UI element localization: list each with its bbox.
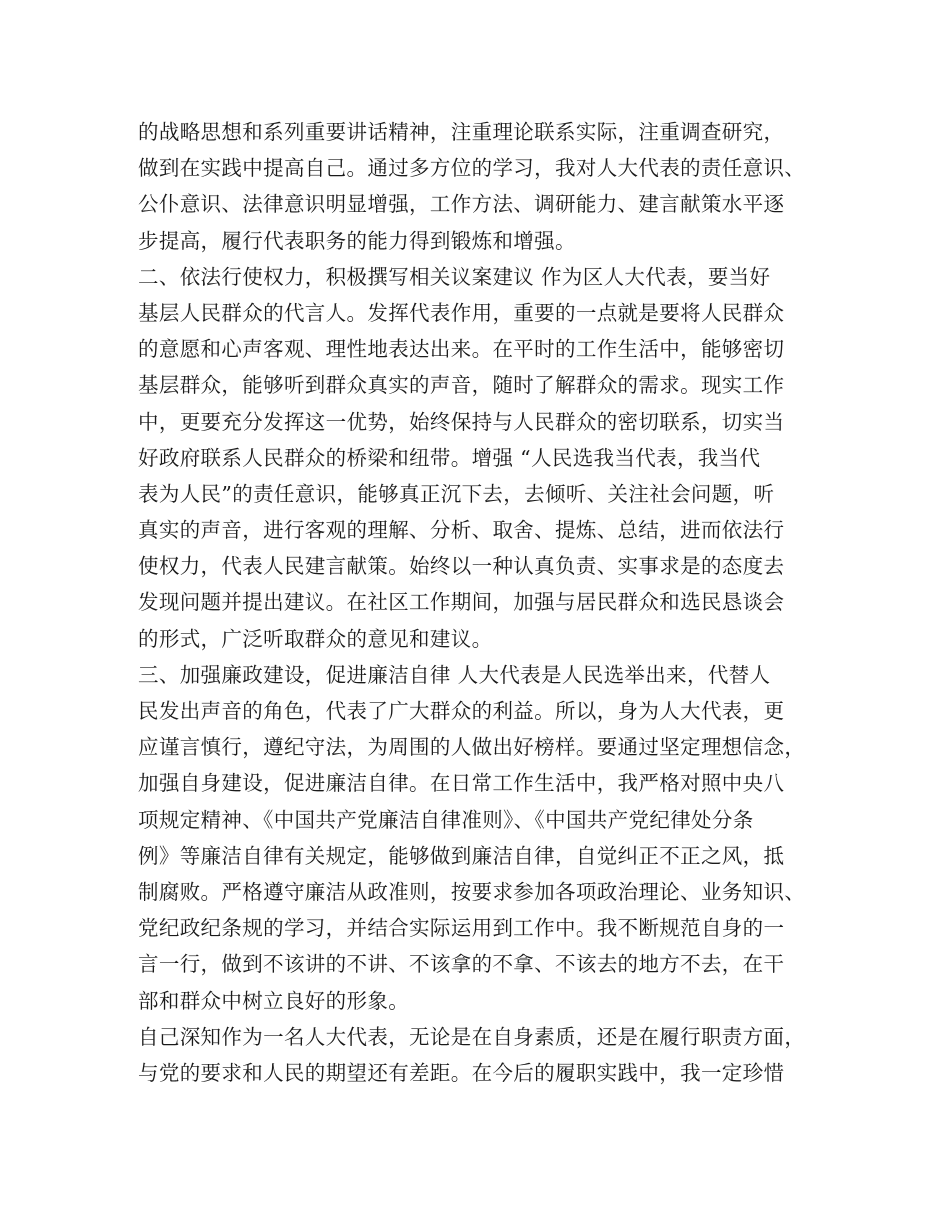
text-line: 基层人民群众的代言人。发挥代表作用，重要的一点就是要将人民群众 <box>138 300 785 325</box>
text-line: 民发出声音的角色，代表了广大群众的利益。所以，身为人大代表，更 <box>138 699 785 723</box>
body-text <box>138 114 828 1091</box>
text-line: 党纪政纪条规的学习，并结合实际运用到工作中。我不断规范自身的一 <box>138 916 785 941</box>
text-line: 制腐败。严格遵守廉洁从政准则，按要求参加各项政治理论、业务知识、 <box>138 879 806 904</box>
text-line: 加强自身建设，促进廉洁自律。在日常工作生活中，我严格对照中央八 <box>138 771 785 796</box>
text-line: 的战略思想和系列重要讲话精神，注重理论联系实际，注重调查研究， <box>138 120 785 144</box>
text-line: 使权力，代表人民建言献策。始终以一种认真负责、实事求是的态度去 <box>138 554 785 579</box>
section-two-heading-line: 二、依法行使权力，积极撰写相关议案建议 作为区人大代表，要当好 <box>138 264 771 289</box>
text-line: 表为人民”的责任意识，能够真正沉下去，去倾听、关注社会问题，听 <box>138 481 775 506</box>
text-line: 好政府联系人民群众的桥梁和纽带。增强 “人民选我当代表，我当代 <box>138 445 761 470</box>
text-line: 公仆意识、法律意识明显增强，工作方法、调研能力、建言献策水平逐 <box>138 192 785 217</box>
text-line: 与党的要求和人民的期望还有差距。在今后的履职实践中，我一定珍惜 <box>138 1060 785 1085</box>
text-line: 的意愿和心声客观、理性地表达出来。在平时的工作生活中，能够密切 <box>138 337 785 362</box>
text-line: 项规定精神、《中国共产党廉洁自律准则》、《中国共产党纪律处分条 <box>138 807 754 832</box>
text-line: 做到在实践中提高自己。通过多方位的学习，我对人大代表的责任意识、 <box>138 156 806 181</box>
text-line: 的形式，广泛听取群众的意见和建议。 <box>138 626 493 651</box>
text-line: 中，更要充分发挥这一优势，始终保持与人民群众的密切联系，切实当 <box>138 409 785 434</box>
text-line: 应谨言慎行，遵纪守法，为周围的人做出好榜样。要通过坚定理想信念， <box>138 735 806 760</box>
text-line: 例》等廉洁自律有关规定，能够做到廉洁自律，自觉纠正不正之风，抵 <box>138 843 785 868</box>
section-three-heading-line: 三、加强廉政建设，促进廉洁自律 人大代表是人民选举出来，代替人 <box>138 662 771 687</box>
text-line: 部和群众中树立良好的形象。 <box>138 988 410 1013</box>
text-line: 发现问题并提出建议。在社区工作期间，加强与居民群众和选民恳谈会 <box>138 590 785 615</box>
text-line: 言一行，做到不该讲的不讲、不该拿的不拿、不该去的地方不去，在干 <box>138 952 785 977</box>
text-line: 真实的声音，进行客观的理解、分析、取舍、提炼、总结，进而依法行 <box>138 518 785 543</box>
text-line: 步提高，履行代表职务的能力得到锻炼和增强。 <box>138 228 576 253</box>
text-line: 基层群众，能够听到群众真实的声音，随时了解群众的需求。现实工作 <box>138 373 785 398</box>
text-line: 自己深知作为一名人大代表，无论是在自身素质，还是在履行职责方面， <box>138 1024 806 1049</box>
